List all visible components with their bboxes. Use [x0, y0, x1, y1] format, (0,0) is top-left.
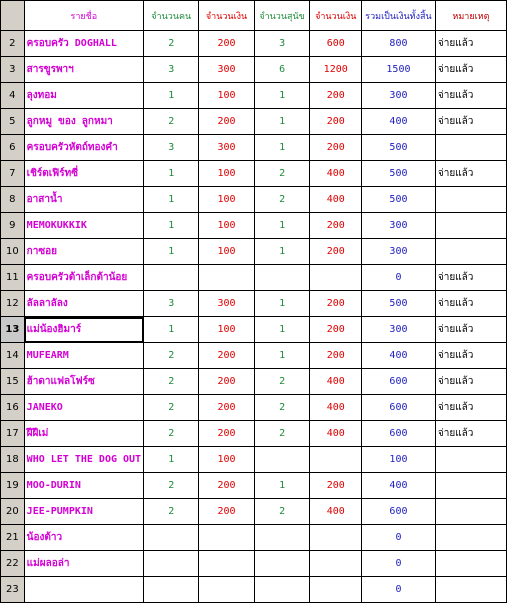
row-header[interactable]: 13	[1, 317, 25, 343]
cell-note[interactable]: จ่ายแล้ว	[435, 109, 506, 135]
cell-total[interactable]: 500	[362, 291, 436, 317]
cell-total[interactable]: 500	[362, 135, 436, 161]
cell-money[interactable]: 100	[199, 317, 254, 343]
cell-total[interactable]: 400	[362, 473, 436, 499]
row-header[interactable]: 15	[1, 369, 25, 395]
cell-total[interactable]: 600	[362, 369, 436, 395]
table-row	[1, 135, 507, 161]
cell-count[interactable]: 1	[144, 239, 199, 265]
cell-count[interactable]: 2	[144, 395, 199, 421]
cell-name[interactable]: MEMOKUKKIK	[24, 213, 143, 239]
cell-count[interactable]: 1	[144, 447, 199, 473]
cell-name[interactable]: แม่น้องฮิมาร์	[24, 317, 143, 343]
cell-total[interactable]: 800	[362, 31, 436, 57]
cell-count[interactable]: 2	[144, 109, 199, 135]
cell-name[interactable]: JANEKO	[24, 395, 143, 421]
cell-name[interactable]: ลุงทอม	[24, 83, 143, 109]
cell-money2[interactable]	[310, 551, 362, 577]
table-row	[1, 317, 507, 343]
cell-money2[interactable]: 200	[310, 109, 362, 135]
cell-total[interactable]: 600	[362, 395, 436, 421]
cell-name[interactable]: MOO-DURIN	[24, 473, 143, 499]
cell-money2[interactable]	[310, 447, 362, 473]
cell-money[interactable]: 200	[199, 499, 254, 525]
row-header[interactable]: 11	[1, 265, 25, 291]
cell-dog[interactable]: 1	[254, 343, 310, 369]
cell-count[interactable]	[144, 265, 199, 291]
cell-count[interactable]: 2	[144, 499, 199, 525]
cell-money[interactable]: 100	[199, 447, 254, 473]
cell-note[interactable]	[435, 551, 506, 577]
cell-money[interactable]: 100	[199, 187, 254, 213]
cell-money2[interactable]	[310, 577, 362, 603]
cell-name[interactable]: ครอบครัวหัตถ์ทองคำ	[24, 135, 143, 161]
table-row	[1, 213, 507, 239]
table-row	[1, 447, 507, 473]
row-header[interactable]: 18	[1, 447, 25, 473]
cell-note[interactable]	[435, 577, 506, 603]
cell-note[interactable]: จ่ายแล้ว	[435, 421, 506, 447]
cell-name[interactable]: สารขูรพาฯ	[24, 57, 143, 83]
cell-name[interactable]: อาสาน้ำ	[24, 187, 143, 213]
cell-dog[interactable]: 6	[254, 57, 310, 83]
cell-name[interactable]: ลัลลาลัลง	[24, 291, 143, 317]
cell-dog[interactable]: 1	[254, 473, 310, 499]
cell-note[interactable]: จ่ายแล้ว	[435, 317, 506, 343]
cell-money[interactable]: 100	[199, 239, 254, 265]
cell-dog[interactable]: 1	[254, 109, 310, 135]
row-header[interactable]: 12	[1, 291, 25, 317]
cell-money[interactable]	[199, 265, 254, 291]
table-row	[1, 57, 507, 83]
table-row	[1, 83, 507, 109]
cell-name[interactable]: ครอบครัว DOGHALL	[24, 31, 143, 57]
table-row	[1, 31, 507, 57]
table-row	[1, 161, 507, 187]
cell-money2[interactable]: 200	[310, 135, 362, 161]
cell-dog[interactable]	[254, 551, 310, 577]
cell-dog[interactable]	[254, 265, 310, 291]
row-header[interactable]: 19	[1, 473, 25, 499]
cell-total[interactable]: 400	[362, 109, 436, 135]
cell-name[interactable]: ลูกหมู ของ ลูกหมา	[24, 109, 143, 135]
cell-note[interactable]	[435, 135, 506, 161]
cell-money2[interactable]: 600	[310, 31, 362, 57]
cell-dog[interactable]: 2	[254, 369, 310, 395]
cell-note[interactable]: จ่ายแล้ว	[435, 83, 506, 109]
cell-dog[interactable]: 2	[254, 187, 310, 213]
cell-money[interactable]: 100	[199, 213, 254, 239]
cell-money[interactable]	[199, 551, 254, 577]
cell-total[interactable]: 500	[362, 187, 436, 213]
cell-note[interactable]: จ่ายแล้ว	[435, 395, 506, 421]
cell-money2[interactable]: 200	[310, 83, 362, 109]
cell-money2[interactable]: 200	[310, 213, 362, 239]
row-header[interactable]: 3	[1, 57, 25, 83]
cell-money2[interactable]: 400	[310, 499, 362, 525]
cell-note[interactable]	[435, 447, 506, 473]
cell-note[interactable]	[435, 499, 506, 525]
row-header[interactable]: 7	[1, 161, 25, 187]
cell-money[interactable]: 200	[199, 421, 254, 447]
row-header[interactable]: 21	[1, 525, 25, 551]
cell-total[interactable]: 600	[362, 499, 436, 525]
cell-name[interactable]: น้องต้าว	[24, 525, 143, 551]
cell-total[interactable]: 0	[362, 265, 436, 291]
table-row	[1, 421, 507, 447]
cell-total[interactable]: 500	[362, 161, 436, 187]
cell-money[interactable]: 200	[199, 343, 254, 369]
cell-money2[interactable]: 1200	[310, 57, 362, 83]
cell-money[interactable]: 200	[199, 31, 254, 57]
cell-note[interactable]: จ่ายแล้ว	[435, 291, 506, 317]
cell-count[interactable]	[144, 551, 199, 577]
cell-name[interactable]: เชิร์ตเฟิร์ทซี่	[24, 161, 143, 187]
cell-dog[interactable]: 2	[254, 499, 310, 525]
cell-name[interactable]	[24, 577, 143, 603]
cell-count[interactable]: 2	[144, 31, 199, 57]
cell-money[interactable]: 200	[199, 473, 254, 499]
cell-count[interactable]: 1	[144, 161, 199, 187]
cell-total[interactable]: 300	[362, 83, 436, 109]
cell-name[interactable]: กาซอย	[24, 239, 143, 265]
cell-total[interactable]: 0	[362, 551, 436, 577]
cell-count[interactable]: 1	[144, 187, 199, 213]
table-row	[1, 369, 507, 395]
table-row	[1, 551, 507, 577]
cell-total[interactable]: 1500	[362, 57, 436, 83]
cell-note[interactable]: จ่ายแล้ว	[435, 57, 506, 83]
cell-count[interactable]: 3	[144, 57, 199, 83]
row-header[interactable]: 10	[1, 239, 25, 265]
cell-count[interactable]: 3	[144, 135, 199, 161]
table-row	[1, 291, 507, 317]
cell-money2[interactable]: 400	[310, 395, 362, 421]
cell-dog[interactable]	[254, 447, 310, 473]
header-note[interactable]: หมายเหตุ	[435, 1, 506, 31]
header-money[interactable]: จำนวนเงิน	[199, 1, 254, 31]
cell-total[interactable]: 600	[362, 421, 436, 447]
cell-note[interactable]: จ่ายแล้ว	[435, 161, 506, 187]
cell-total[interactable]: 300	[362, 213, 436, 239]
cell-money[interactable]: 200	[199, 109, 254, 135]
header-name[interactable]: รายชื่อ	[24, 1, 143, 31]
cell-count[interactable]: 1	[144, 317, 199, 343]
cell-dog[interactable]	[254, 577, 310, 603]
row-header[interactable]: 2	[1, 31, 25, 57]
row-header[interactable]: 17	[1, 421, 25, 447]
cell-note[interactable]	[435, 239, 506, 265]
cell-dog[interactable]: 2	[254, 395, 310, 421]
row-header[interactable]: 16	[1, 395, 25, 421]
cell-note[interactable]: จ่ายแล้ว	[435, 265, 506, 291]
cell-money2[interactable]: 200	[310, 239, 362, 265]
header-count[interactable]: จำนวนคน	[144, 1, 199, 31]
table-row	[1, 473, 507, 499]
cell-count[interactable]: 1	[144, 83, 199, 109]
cell-count[interactable]: 2	[144, 421, 199, 447]
cell-money[interactable]: 100	[199, 83, 254, 109]
cell-dog[interactable]: 1	[254, 239, 310, 265]
table-row	[1, 577, 507, 603]
cell-count[interactable]: 2	[144, 473, 199, 499]
cell-total[interactable]: 100	[362, 447, 436, 473]
cell-name[interactable]: แม่ผลอล่า	[24, 551, 143, 577]
table-row	[1, 499, 507, 525]
cell-note[interactable]: จ่ายแล้ว	[435, 343, 506, 369]
cell-money[interactable]: 200	[199, 369, 254, 395]
header-total[interactable]: รวมเป็นเงินทั้งสิ้น	[362, 1, 436, 31]
cell-count[interactable]: 2	[144, 343, 199, 369]
cell-count[interactable]: 2	[144, 369, 199, 395]
cell-money[interactable]: 300	[199, 57, 254, 83]
row-header-1[interactable]	[1, 1, 25, 31]
cell-name[interactable]: WHO LET THE DOG OUT	[24, 447, 143, 473]
cell-total[interactable]: 400	[362, 343, 436, 369]
table-row	[1, 395, 507, 421]
cell-dog[interactable]: 1	[254, 135, 310, 161]
cell-money[interactable]: 300	[199, 135, 254, 161]
cell-total[interactable]: 300	[362, 239, 436, 265]
cell-money2[interactable]: 200	[310, 291, 362, 317]
cell-money2[interactable]: 400	[310, 161, 362, 187]
cell-note[interactable]	[435, 187, 506, 213]
row-header[interactable]: 20	[1, 499, 25, 525]
cell-total[interactable]: 300	[362, 317, 436, 343]
cell-name[interactable]: JEE-PUMPKIN	[24, 499, 143, 525]
row-header[interactable]: 14	[1, 343, 25, 369]
cell-money2[interactable]: 200	[310, 343, 362, 369]
cell-money2[interactable]: 400	[310, 187, 362, 213]
cell-dog[interactable]: 1	[254, 213, 310, 239]
cell-money[interactable]: 300	[199, 291, 254, 317]
row-header[interactable]: 5	[1, 109, 25, 135]
cell-money[interactable]	[199, 577, 254, 603]
table-row	[1, 343, 507, 369]
row-header[interactable]: 9	[1, 213, 25, 239]
cell-name[interactable]: ฮ้าดาแฟลโฟร์ซ	[24, 369, 143, 395]
cell-name[interactable]: MUFEARM	[24, 343, 143, 369]
cell-note[interactable]	[435, 473, 506, 499]
cell-count[interactable]	[144, 577, 199, 603]
cell-dog[interactable]: 1	[254, 291, 310, 317]
cell-note[interactable]: จ่ายแล้ว	[435, 31, 506, 57]
row-header[interactable]: 8	[1, 187, 25, 213]
cell-dog[interactable]: 2	[254, 421, 310, 447]
cell-money2[interactable]: 200	[310, 317, 362, 343]
table-row	[1, 187, 507, 213]
cell-total[interactable]: 0	[362, 525, 436, 551]
cell-note[interactable]: จ่ายแล้ว	[435, 369, 506, 395]
row-header[interactable]: 4	[1, 83, 25, 109]
header-row	[1, 1, 507, 31]
cell-count[interactable]: 1	[144, 213, 199, 239]
cell-money2[interactable]: 400	[310, 421, 362, 447]
header-dog[interactable]: จำนวนสุนัข	[254, 1, 310, 31]
cell-total[interactable]: 0	[362, 577, 436, 603]
cell-dog[interactable]: 2	[254, 161, 310, 187]
row-header[interactable]: 6	[1, 135, 25, 161]
cell-dog[interactable]: 3	[254, 31, 310, 57]
cell-money2[interactable]: 200	[310, 473, 362, 499]
table-row	[1, 265, 507, 291]
table-row	[1, 239, 507, 265]
cell-name[interactable]: ฝีฝีเม่	[24, 421, 143, 447]
cell-note[interactable]	[435, 213, 506, 239]
row-header[interactable]: 23	[1, 577, 25, 603]
cell-name[interactable]: ครอบครัวต้าเล็กต้าน้อย	[24, 265, 143, 291]
row-header[interactable]: 22	[1, 551, 25, 577]
header-money2[interactable]: จำนวนเงิน	[310, 1, 362, 31]
cell-money2[interactable]	[310, 265, 362, 291]
cell-dog[interactable]: 1	[254, 83, 310, 109]
cell-money[interactable]: 200	[199, 395, 254, 421]
table-row	[1, 109, 507, 135]
cell-money2[interactable]: 400	[310, 369, 362, 395]
cell-count[interactable]: 3	[144, 291, 199, 317]
cell-money[interactable]: 100	[199, 161, 254, 187]
cell-dog[interactable]: 1	[254, 317, 310, 343]
